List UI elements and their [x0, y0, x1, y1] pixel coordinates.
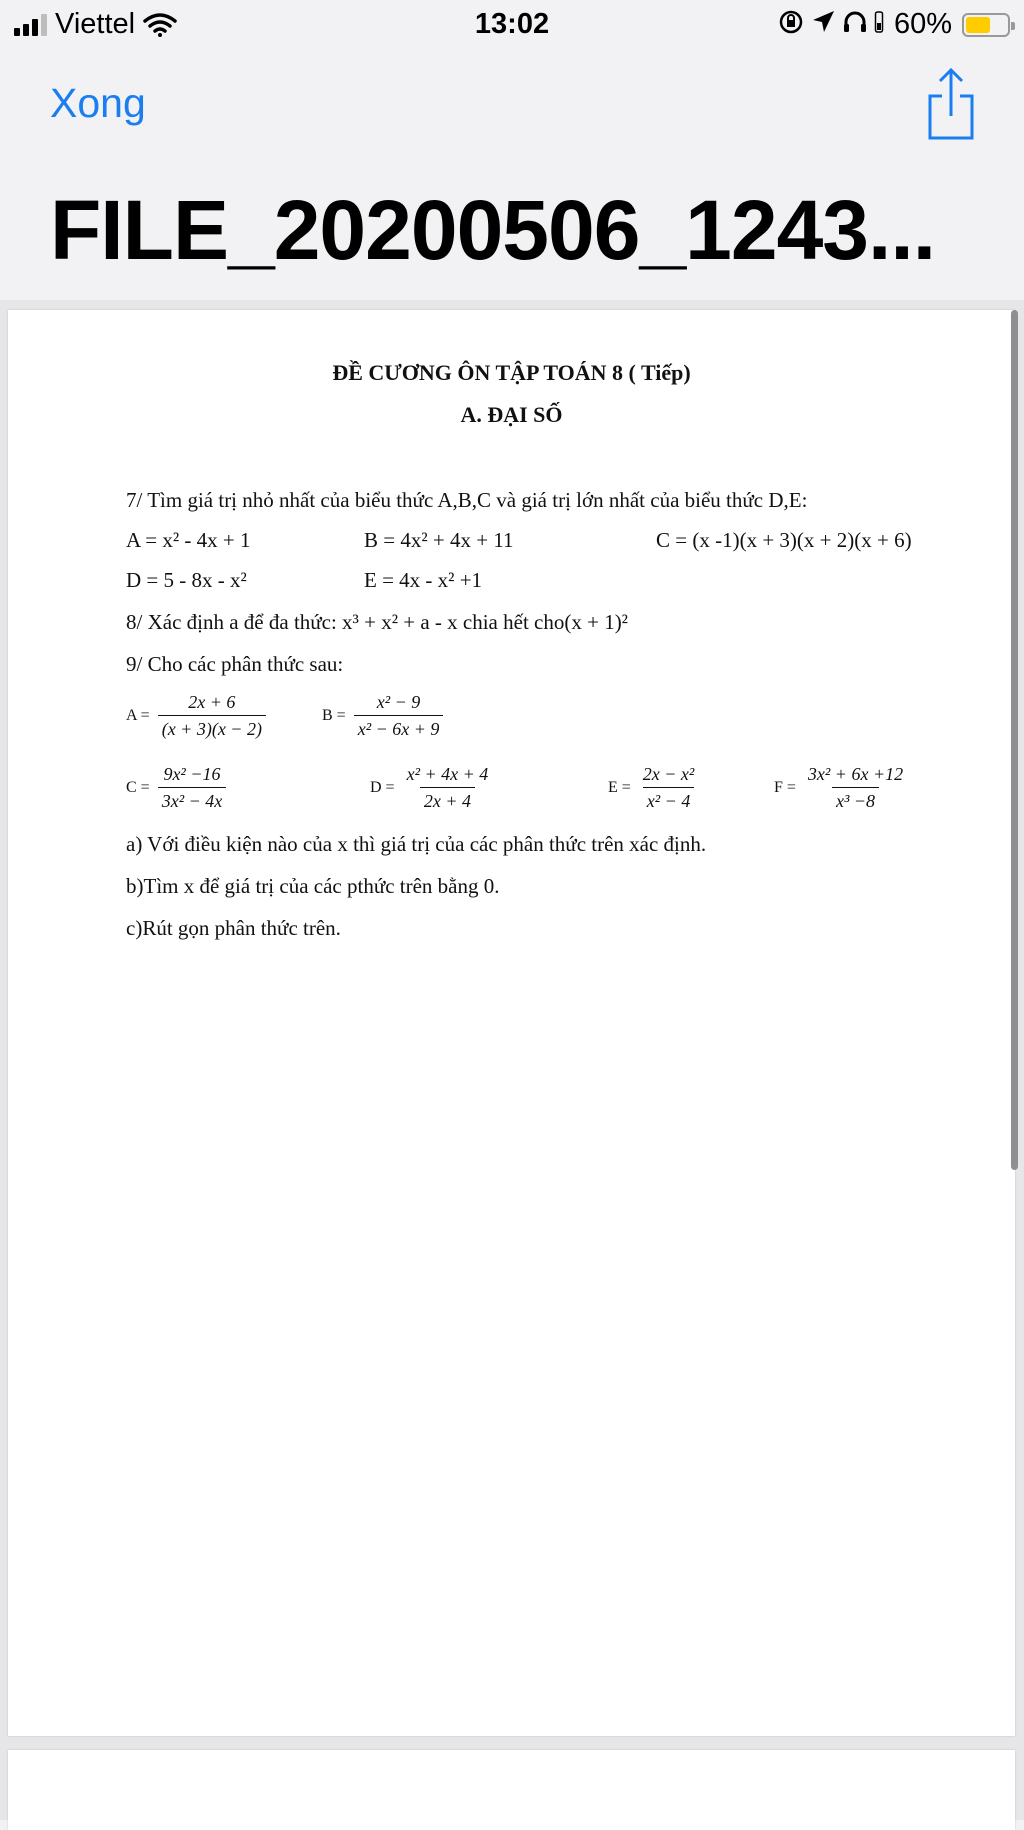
status-right — [778, 8, 1010, 41]
next-document-page — [8, 1750, 1015, 1830]
share-icon[interactable] — [926, 66, 976, 140]
battery-icon — [962, 13, 1010, 37]
done-button[interactable]: Xong — [50, 80, 146, 126]
fraction-e-body — [639, 764, 699, 812]
battery-nub — [1011, 22, 1015, 30]
headphones-icon — [842, 9, 868, 40]
fraction-f-body — [804, 764, 907, 812]
location-arrow-icon — [810, 9, 836, 40]
rotation-lock-icon — [778, 9, 804, 40]
numerator: x² − 9 — [376, 692, 421, 712]
fraction-label: F = — [774, 779, 796, 796]
expr-e: E = 4x - x² +1 — [364, 568, 483, 592]
status-time: 13:02 — [474, 8, 550, 40]
denominator: x² − 4 — [643, 787, 695, 812]
fraction-a — [126, 692, 266, 740]
fraction-a-body — [158, 692, 266, 740]
document-viewer[interactable] — [0, 300, 1024, 1820]
denominator: x³ −8 — [832, 787, 879, 812]
fraction-b-body — [354, 692, 444, 740]
scroll-indicator[interactable] — [1011, 310, 1018, 1170]
question-9a: a) Với điều kiện nào của x thì giá trị của các phân thức trên xác định. — [126, 832, 707, 856]
question-8: 8/ Xác định a để đa thức: x³ + x² + a - x chia hết cho(x + 1)² — [126, 610, 628, 634]
fraction-label: A = — [126, 707, 150, 724]
numerator: 2x + 6 — [188, 692, 236, 712]
denominator: (x + 3)(x − 2) — [158, 715, 266, 740]
expr-a: A = x² - 4x + 1 — [126, 528, 251, 552]
numerator: 3x² + 6x +12 — [807, 764, 904, 784]
document-title: ĐỀ CƯƠNG ÔN TẬP TOÁN 8 ( Tiếp) — [332, 360, 691, 385]
expr-b: B = 4x² + 4x + 11 — [364, 528, 514, 552]
battery-fill — [966, 17, 990, 33]
numerator: x² + 4x + 4 — [406, 764, 489, 784]
battery-percent: 60% — [893, 8, 952, 40]
denominator: x² − 6x + 9 — [354, 715, 444, 740]
denominator: 2x + 4 — [420, 787, 475, 812]
fraction-label: E = — [608, 779, 631, 796]
file-title: FILE_20200506_1243... — [50, 183, 936, 277]
question-7: 7/ Tìm giá trị nhỏ nhất của biểu thức A,B,C và giá trị lớn nhất của biểu thức D,E: — [126, 488, 808, 512]
question-9: 9/ Cho các phân thức sau: — [126, 652, 344, 676]
document-subtitle: A. ĐẠI SỐ — [460, 402, 563, 427]
fraction-label: D = — [370, 779, 395, 796]
fraction-c — [126, 764, 226, 812]
fraction-label: B = — [322, 707, 346, 724]
denominator: 3x² − 4x — [158, 787, 227, 812]
fraction-e — [608, 764, 698, 812]
fraction-label: C = — [126, 779, 150, 796]
fraction-f — [774, 764, 907, 812]
fraction-c-body — [158, 764, 227, 812]
numerator: 9x² −16 — [163, 764, 221, 784]
fraction-b — [322, 692, 443, 740]
expr-d: D = 5 - 8x - x² — [126, 568, 247, 592]
numerator: 2x − x² — [642, 764, 695, 784]
status-bar — [0, 0, 1024, 52]
question-9b: b)Tìm x để giá trị của các pthức trên bằng 0. — [126, 874, 500, 898]
carrier-name: Viettel — [55, 8, 136, 40]
headphone-battery-icon — [874, 9, 884, 40]
fraction-d — [370, 764, 492, 812]
fraction-d-body — [403, 764, 493, 812]
expr-c: C = (x -1)(x + 3)(x + 2)(x + 6) — [656, 528, 912, 552]
question-9c: c)Rút gọn phân thức trên. — [126, 916, 341, 940]
document-page — [8, 310, 1015, 1736]
